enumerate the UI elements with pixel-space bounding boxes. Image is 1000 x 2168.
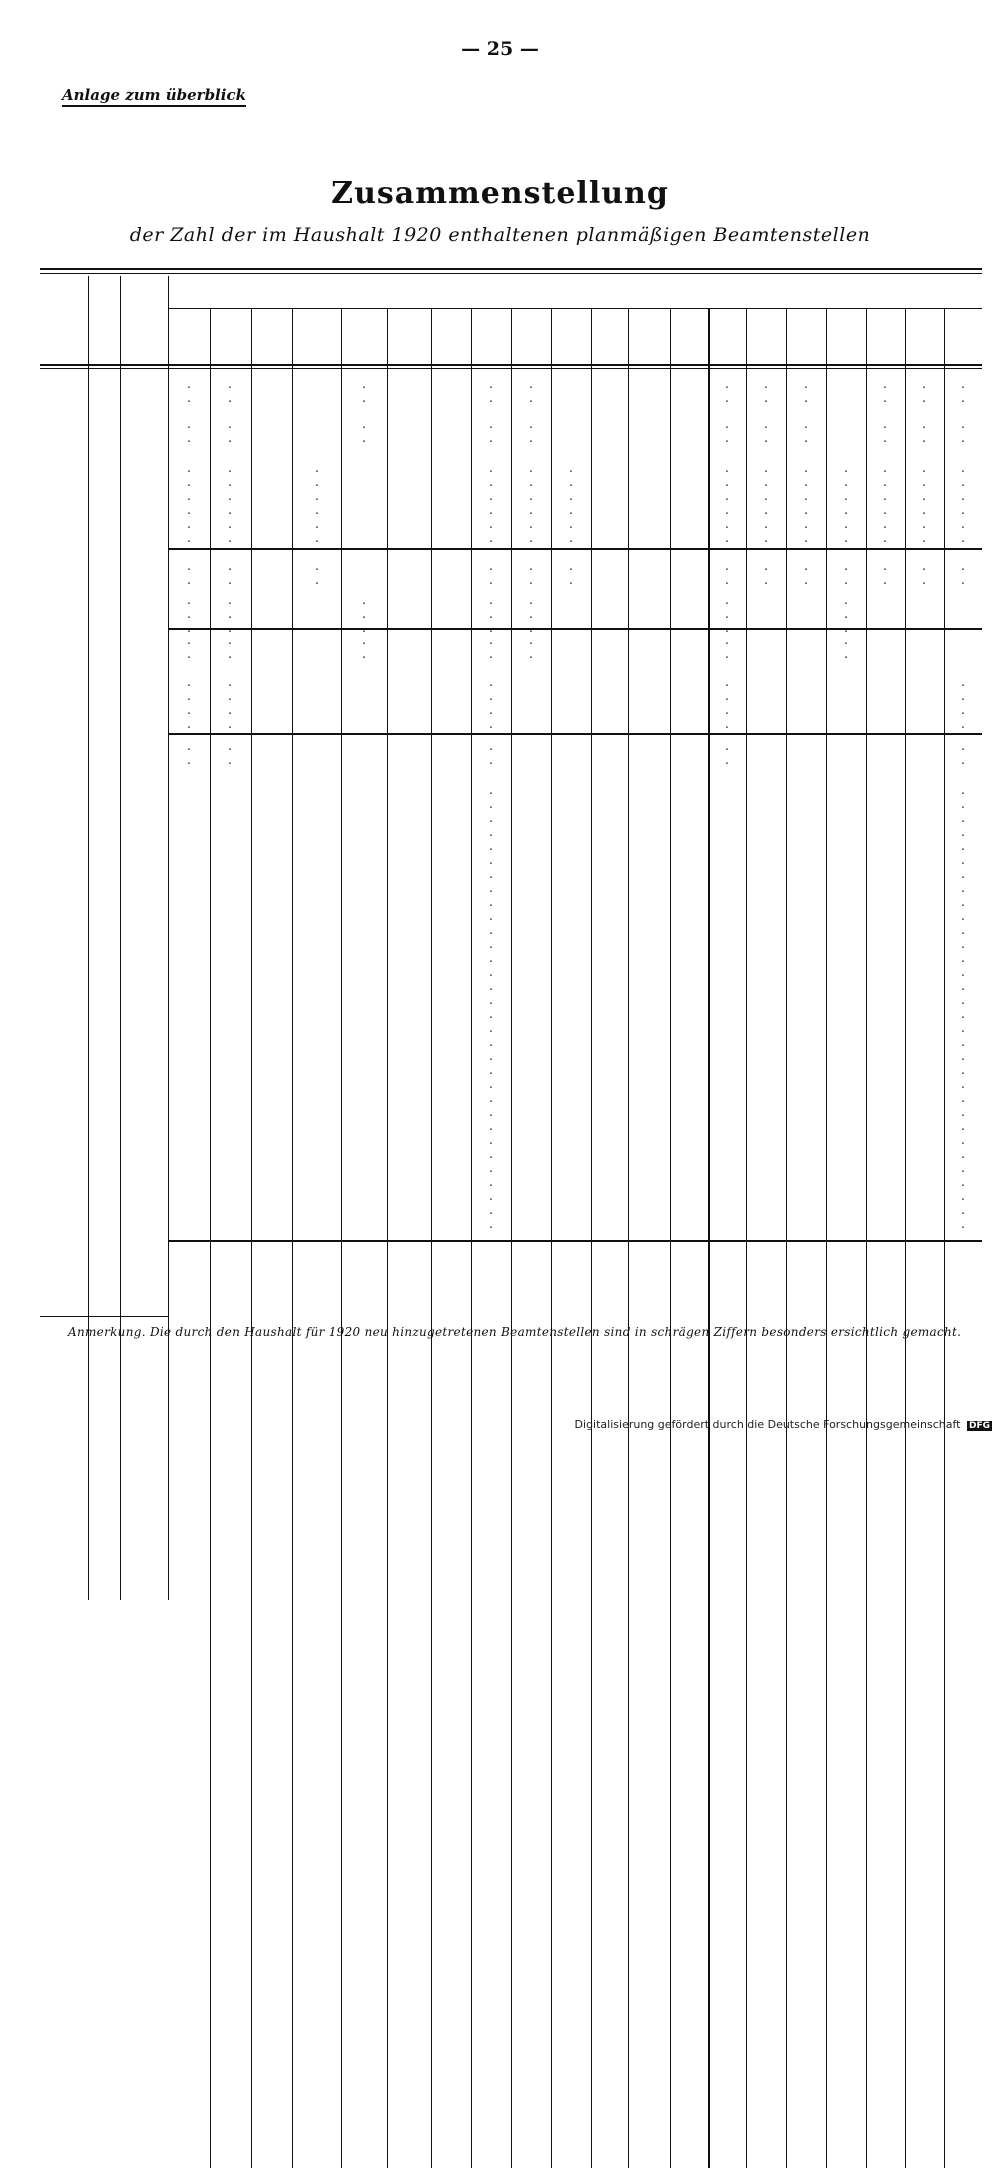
cell-dots-B5: . . [882, 377, 888, 406]
col-divider-1 [251, 308, 252, 2168]
cell-dots-B4: . . . [843, 593, 849, 636]
cell-dots-V: . . . [361, 593, 367, 636]
col-divider-6 [471, 308, 472, 2168]
cell-dots-B3: . . [803, 559, 809, 588]
col-divider-12 [708, 308, 710, 2168]
section-v-dots-VIII: . . . . . . . . . . . . . . . . . . . . . . . . . . . . . . . . [488, 783, 494, 1232]
cell-dots-I: . . . [186, 593, 192, 636]
cell-dots-B7: . . [960, 377, 966, 406]
col-divider-11 [670, 308, 671, 2168]
cell-dots-IX: . . [528, 633, 534, 662]
table-bottom-rule [40, 1316, 168, 1317]
cell-dots-B7: . . [960, 417, 966, 446]
col-divider-5 [431, 308, 432, 2168]
cell-dots-B5: . . [882, 417, 888, 446]
page-number: — 25 — [461, 38, 539, 60]
cell-dots-I: . . . . . . [186, 461, 192, 546]
cell-dots-B5: . . [882, 559, 888, 588]
cell-dots-B6: . . . . . . [921, 461, 927, 546]
cell-dots-B4: . . . . . . [843, 461, 849, 546]
cell-dots-VIII: . . . . . . [488, 461, 494, 546]
cell-dots-II: . . [227, 559, 233, 588]
beamtenstellen-table [40, 268, 982, 1608]
col-divider-kap-tit [120, 276, 121, 1600]
header-top-rule [40, 268, 982, 270]
col-divider-2 [292, 308, 293, 2168]
footer-text: Digitalisierung gefördert durch die Deutsche Forschungsgemeinschaft [574, 1418, 961, 1431]
cell-dots-VIII: . . . . [488, 675, 494, 732]
cell-dots-I: . . [186, 739, 192, 768]
col-divider-ab-kap [88, 276, 89, 1600]
col-divider-13 [746, 308, 747, 2168]
col-divider-7 [511, 308, 512, 2168]
cell-dots-VIII: . . [488, 633, 494, 662]
col-divider-9 [591, 308, 592, 2168]
cell-dots-I: . . . . [186, 675, 192, 732]
cell-dots-B2: . . [763, 417, 769, 446]
cell-dots-I: . . [186, 377, 192, 406]
page-title: Zusammenstellung [331, 176, 669, 211]
cell-dots-B3: . . [803, 377, 809, 406]
cell-dots-VIII: . . [488, 559, 494, 588]
block-rule-1 [168, 628, 982, 630]
cell-dots-I: . . [186, 633, 192, 662]
cell-dots-B6: . . [921, 559, 927, 588]
cell-dots-II: . . [227, 417, 233, 446]
cell-dots-V: . . [361, 633, 367, 662]
section-v-dots-B7: . . . . . . . . . . . . . . . . . . . . . . . . . . . . . . . . [960, 783, 966, 1232]
cell-dots-II: . . . [227, 593, 233, 636]
col-divider-8 [551, 308, 552, 2168]
cell-dots-X: . . [568, 559, 574, 588]
cell-dots-B4: . . [843, 633, 849, 662]
cell-dots-B6: . . [921, 377, 927, 406]
col-divider-tit-groups [168, 276, 169, 1600]
cell-dots-B1: . . . . . . [724, 461, 730, 546]
cell-dots-B3: . . [803, 417, 809, 446]
group-title-rule [168, 308, 982, 309]
cell-dots-IX: . . [528, 559, 534, 588]
cell-dots-VIII: . . . [488, 593, 494, 636]
cell-dots-B7: . . [960, 739, 966, 768]
col-divider-16 [866, 308, 867, 2168]
cell-dots-V: . . [361, 417, 367, 446]
cell-dots-II: . . [227, 739, 233, 768]
cell-dots-B4: . . [843, 559, 849, 588]
cell-dots-IX: . . . [528, 593, 534, 636]
page-subtitle: der Zahl der im Haushalt 1920 enthaltenen planmäßigen Beamtenstellen [129, 224, 871, 246]
header-top-rule-2 [40, 273, 982, 274]
cell-dots-IX: . . [528, 377, 534, 406]
col-divider-10 [628, 308, 629, 2168]
cell-dots-X: . . . . . . [568, 461, 574, 546]
cell-dots-B1: . . [724, 377, 730, 406]
block-rule-0 [168, 548, 982, 550]
cell-dots-VIII: . . [488, 739, 494, 768]
cell-dots-II: . . . . . . [227, 461, 233, 546]
dfg-logo: DFG [968, 1421, 990, 1431]
cell-dots-B3: . . . . . . [803, 461, 809, 546]
col-divider-4 [387, 308, 388, 2168]
cell-dots-B1: . . [724, 633, 730, 662]
cell-dots-B2: . . [763, 377, 769, 406]
block-rule-2 [168, 733, 982, 735]
cell-dots-B7: . . . . [960, 675, 966, 732]
cell-dots-VIII: . . [488, 417, 494, 446]
section-label: Anlage zum überblick [62, 86, 246, 107]
cell-dots-B7: . . [960, 559, 966, 588]
cell-dots-B5: . . . . . . [882, 461, 888, 546]
col-divider-18 [944, 308, 945, 2168]
col-divider-0 [210, 308, 211, 2168]
totals-rule [168, 1240, 982, 1242]
cell-dots-B1: . . . [724, 593, 730, 636]
cell-dots-B1: . . [724, 417, 730, 446]
cell-dots-IX: . . [528, 417, 534, 446]
cell-dots-II: . . [227, 633, 233, 662]
cell-dots-I: . . [186, 559, 192, 588]
cell-dots-B1: . . [724, 739, 730, 768]
cell-dots-IV: . . . . . . [314, 461, 320, 546]
col-divider-17 [905, 308, 906, 2168]
cell-dots-B2: . . . . . . [763, 461, 769, 546]
cell-dots-B7: . . . . . . [960, 461, 966, 546]
cell-dots-B1: . . [724, 559, 730, 588]
cell-dots-V: . . [361, 377, 367, 406]
cell-dots-II: . . . . [227, 675, 233, 732]
cell-dots-VIII: . . [488, 377, 494, 406]
digitization-footer [575, 1418, 992, 1431]
cell-dots-IX: . . . . . . [528, 461, 534, 546]
annotation-note: Anmerkung. Die durch den Haushalt für 1920 neu hinzugetretenen Beamtenstellen sind in schrägen Ziffern besonders ersichtlich gemacht. [68, 1325, 962, 1339]
col-divider-15 [826, 308, 827, 2168]
cell-dots-I: . . [186, 417, 192, 446]
col-divider-3 [341, 308, 342, 2168]
cell-dots-B6: . . [921, 417, 927, 446]
cell-dots-B2: . . [763, 559, 769, 588]
col-divider-14 [786, 308, 787, 2168]
cell-dots-II: . . [227, 377, 233, 406]
cell-dots-IV: . . [314, 559, 320, 588]
cell-dots-B1: . . . . [724, 675, 730, 732]
